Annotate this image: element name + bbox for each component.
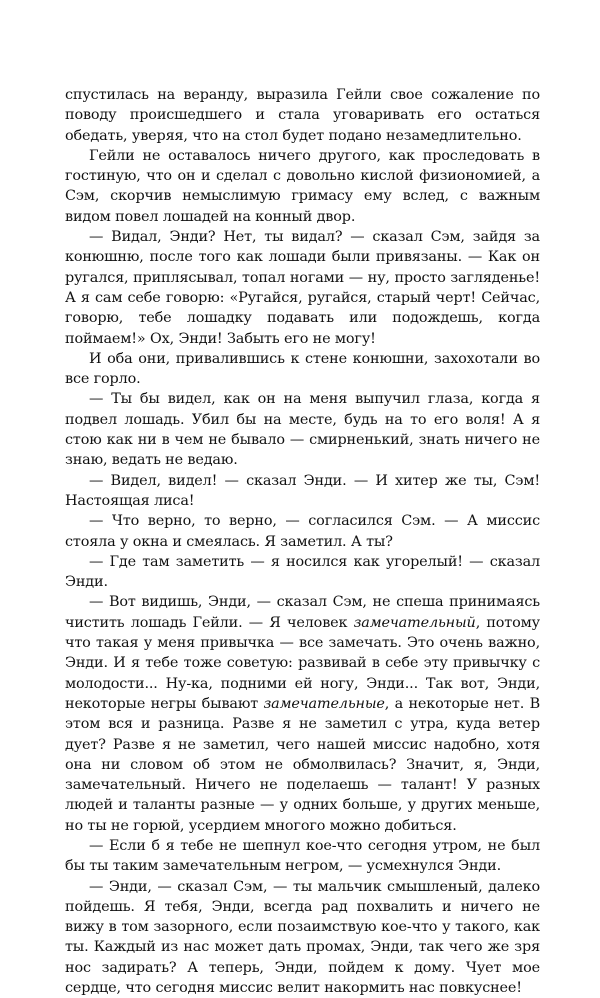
paragraph <box>65 592 540 836</box>
paragraph <box>65 877 540 998</box>
paragraph-text: — Энди, — сказал Сэм, — ты мальчик смышленый, далеко пойдешь. Я тебя, Энди, всегда рад похвалить и ничего не вижу в том зазорного, если позаимствую кое-что у такого, как ты. Каждый из нас может дать промах, Энди, так чего же зря нос задирать? А теперь, Энди, пойдем к дому. Чует мое сердце, что сегодня миссис велит накормить нас повкуснее! <box>65 878 540 997</box>
paragraph-text: , потому что такая у меня привычка — все замечать. Это очень важно, Энди. И я тебе тоже советую: развивай в себе эту привычку с молодости... Ну-ка, подними ей ногу, Энди... Так вот, Энди, некоторые негры бывают <box>65 614 540 712</box>
paragraph-text: — Видал, Энди? Нет, ты видал? — сказал Сэм, зайдя за конюшню, после того как лошади были привязаны. — Как он ругался, приплясывал, топал ногами — ну, просто загляденье! А я сам себе говорю: «Ругайся, ругайся, старый черт! Сейчас, говорю, тебе лошадку подавать или подождешь, когда поймаем!» Ох, Энди! Забыть его не могу! <box>65 229 540 347</box>
paragraph <box>65 146 540 227</box>
paragraph-text: — Вот видишь, Энди, — сказал Сэм, не спеша принимаясь чистить лошадь Гейли. — Я человек <box>65 594 540 631</box>
paragraph <box>65 349 540 390</box>
paragraph <box>65 227 540 349</box>
paragraph-text: , а некоторые нет. В этом вся и разница. Разве я не заметил с утра, куда ветер дует? Разве я не заметил, чего нашей миссис надобно, хотя она ни словом об этом не обмолвилась? Значит, я, Энди, замечательный. Ничего не поделаешь — талант! У разных людей и таланты разные — у одних больше, у других меньше, но ты не горюй, усердием многого можно добиться. <box>65 695 540 834</box>
paragraph-text: — Видел, видел! — сказал Энди. — И хитер же ты, Сэм! Настоящая лиса! <box>65 472 540 509</box>
paragraph-text: — Если б я тебе не шепнул кое-что сегодня утром, не был бы ты таким замечательным негром, — усмехнулся Энди. <box>65 837 540 875</box>
paragraph-text: Гейли не оставалось ничего другого, как проследовать в гостиную, что он и сделал с довольно кислой физиономией, а Сэм, скорчив немыслимую гримасу ему вслед, с важным видом повел лошадей на конный двор. <box>65 147 540 225</box>
paragraph <box>65 511 540 552</box>
paragraph-text: спустилась на веранду, выразила Гейли свое сожаление по поводу происшедшего и стала уговаривать его остаться обедать, уверяя, что на стол будет подано незамедлительно. <box>65 87 540 144</box>
paragraph <box>65 389 540 470</box>
italic-emphasis: замечательный <box>353 614 476 631</box>
italic-emphasis: замечательные <box>263 695 385 712</box>
book-page-text <box>65 85 540 998</box>
paragraph <box>65 471 540 512</box>
paragraph <box>65 552 540 593</box>
paragraph <box>65 836 540 877</box>
paragraph-text: — Что верно, то верно, — согласился Сэм. — А миссис стояла у окна и смеялась. Я заметил. А ты? <box>65 513 540 550</box>
paragraph-text: — Ты бы видел, как он на меня выпучил глаза, когда я подвел лошадь. Убил бы на месте, будь на то его воля! А я стою как ни в чем не бывало — смирненький, знать ничего не знаю, ведать не ведаю. <box>65 391 540 469</box>
paragraph-text: И оба они, привалившись к стене конюшни, захохотали во все горло. <box>65 350 540 388</box>
paragraph <box>65 85 540 146</box>
paragraph-text: — Где там заметить — я носился как угорелый! — сказал Энди. <box>65 553 540 591</box>
